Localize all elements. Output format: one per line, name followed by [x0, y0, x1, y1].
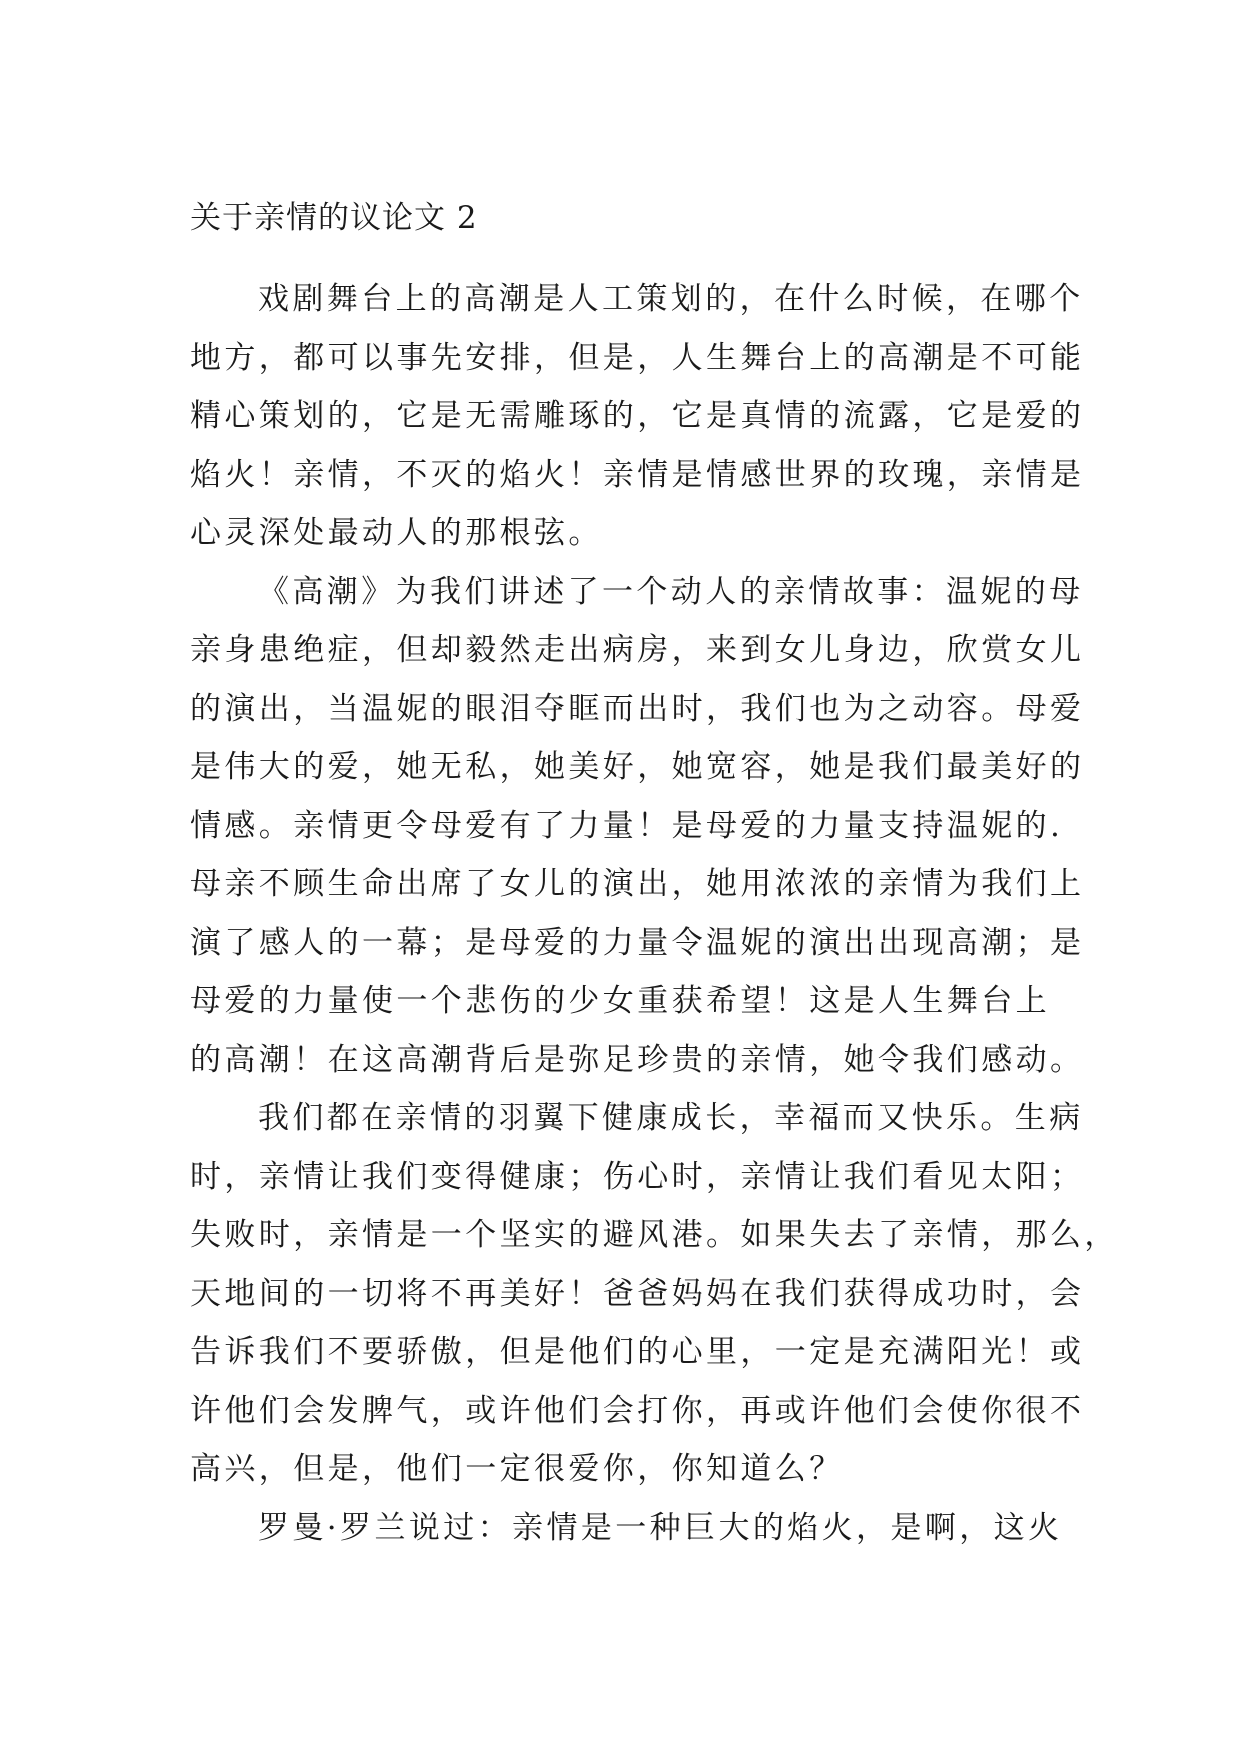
paragraph-line: 精心策划的，它是无需雕琢的，它是真情的流露，它是爱的 [190, 398, 1085, 434]
paragraph-line: 罗曼·罗兰说过：亲情是一种巨大的焰火，是啊，这火 [258, 1509, 1063, 1546]
document-title: 关于亲情的议论文 2 [190, 200, 478, 236]
paragraph-line: 的演出，当温妮的眼泪夺眶而出时，我们也为之动容。母爱 [190, 690, 1085, 727]
paragraph-line: 焰火！亲情，不灭的焰火！亲情是情感世界的玫瑰，亲情是 [190, 456, 1085, 493]
paragraph-line: 失败时，亲情是一个坚实的避风港。如果失去了亲情，那么， [190, 1217, 1119, 1253]
paragraph-4 [190, 1499, 1070, 1558]
paragraph-line: 演了感人的一幕；是母爱的力量令温妮的演出出现高潮；是 [190, 924, 1085, 961]
paragraph-line: 许他们会发脾气，或许他们会打你，再或许他们会使你很不 [190, 1392, 1085, 1429]
paragraph-line: 戏剧舞台上的高潮是人工策划的，在什么时候，在哪个 [258, 281, 1084, 317]
paragraph-line: 心灵深处最动人的那根弦。 [190, 515, 603, 551]
paragraph-2 [190, 563, 1085, 1090]
paragraph-line: 我们都在亲情的羽翼下健康成长，幸福而又快乐。生病 [258, 1100, 1084, 1136]
paragraph-line: 时，亲情让我们变得健康；伤心时，亲情让我们看见太阳； [190, 1158, 1085, 1195]
document-body [190, 270, 1119, 1557]
paragraph-3 [190, 1089, 1119, 1499]
paragraph-line: 地方，都可以事先安排，但是，人生舞台上的高潮是不可能 [190, 339, 1085, 376]
paragraph-line: 天地间的一切将不再美好！爸爸妈妈在我们获得成功时，会 [190, 1275, 1085, 1312]
paragraph-line: 的高潮！在这高潮背后是弥足珍贵的亲情，她令我们感动。 [190, 1041, 1085, 1078]
paragraph-line: 情感。亲情更令母爱有了力量！是母爱的力量支持温妮的. [190, 807, 1064, 844]
paragraph-line: 是伟大的爱，她无私，她美好，她宽容，她是我们最美好的 [190, 749, 1085, 785]
paragraph-line: 亲身患绝症，但却毅然走出病房，来到女儿身边，欣赏女儿 [190, 632, 1085, 668]
paragraph-1 [190, 270, 1085, 563]
paragraph-line: 母爱的力量使一个悲伤的少女重获希望！这是人生舞台上 [190, 983, 1050, 1019]
paragraph-line: 母亲不顾生命出席了女儿的演出，她用浓浓的亲情为我们上 [190, 866, 1085, 902]
paragraph-line: 《高潮》为我们讲述了一个动人的亲情故事：温妮的母 [258, 573, 1084, 610]
paragraph-line: 告诉我们不要骄傲，但是他们的心里，一定是充满阳光！或 [190, 1334, 1085, 1370]
paragraph-line: 高兴，但是，他们一定很爱你，你知道么？ [190, 1451, 844, 1487]
